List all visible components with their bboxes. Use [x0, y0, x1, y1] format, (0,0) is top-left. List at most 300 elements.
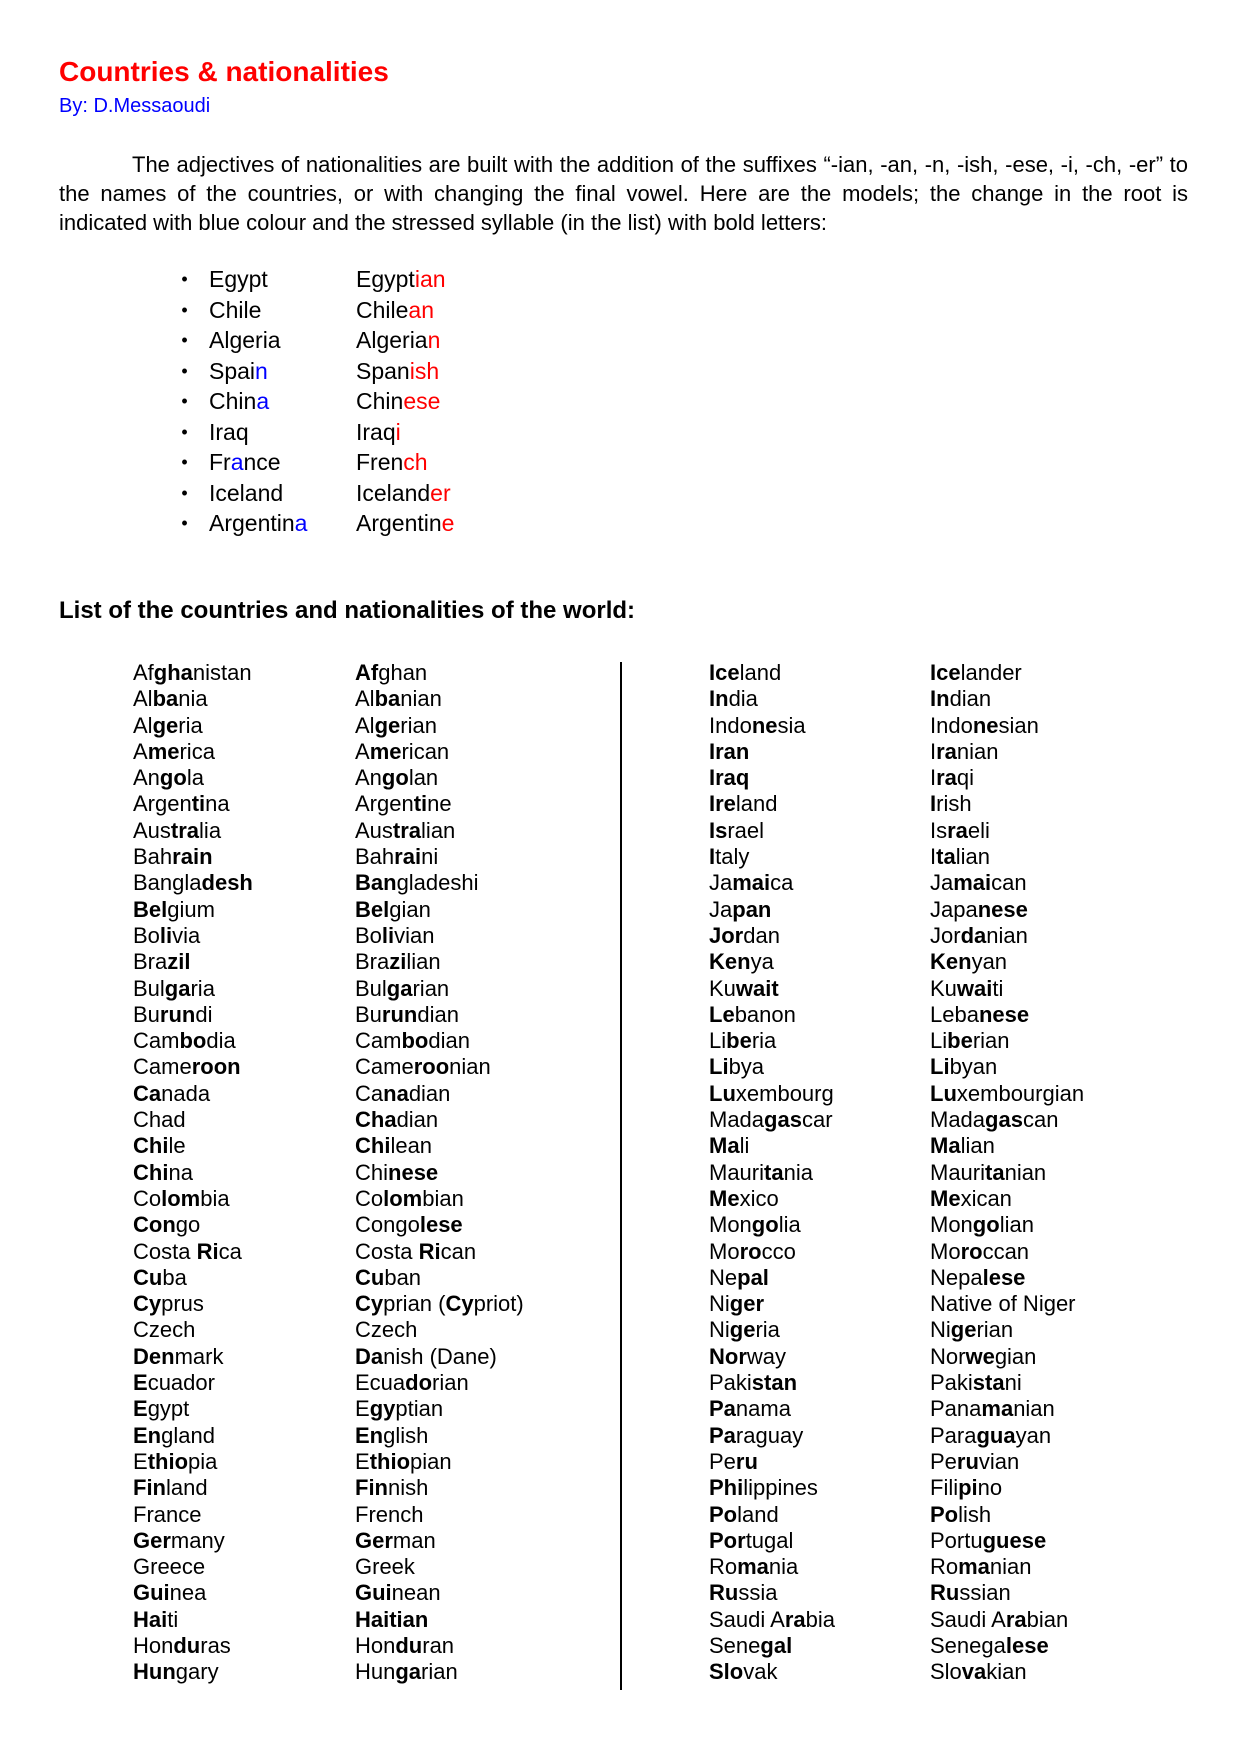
nationality-entry [355, 1344, 524, 1370]
text-part: Czech [133, 1317, 196, 1343]
nationality-entry [930, 1502, 1084, 1528]
suffix: ese [403, 388, 441, 414]
text-part: dian [428, 1028, 470, 1054]
text-part: Mauri [709, 1159, 765, 1185]
text-part: Al [355, 712, 375, 738]
nationality-entry [930, 1554, 1084, 1580]
nationality-entry [930, 1607, 1084, 1633]
stressed-syllable: Af [355, 660, 379, 685]
text-part: nian [1013, 1396, 1055, 1422]
nationality-entry [355, 1160, 524, 1186]
text-part: Ja [930, 870, 954, 896]
stressed-syllable: zil [167, 949, 191, 975]
stressed-syllable: En [133, 1422, 162, 1448]
model-country [209, 295, 356, 326]
stressed-syllable: Chi [133, 1133, 169, 1159]
text-part: Bo [355, 922, 382, 948]
text-part: An [355, 765, 382, 791]
stressed-syllable: gal [760, 1632, 793, 1658]
text-part: Ku [930, 975, 957, 1001]
text-part: Aus [355, 817, 393, 843]
country-entry [133, 870, 253, 896]
nationality-entry [930, 1028, 1084, 1054]
text-part: Ecua [355, 1370, 406, 1396]
country-entry [133, 1265, 253, 1291]
text-part: nama [735, 1396, 791, 1422]
nationality-entry [355, 923, 524, 949]
country-entry [133, 1370, 253, 1396]
text-part: na [205, 791, 230, 817]
text-part: Bah [355, 844, 395, 870]
nationality-entry [355, 765, 524, 791]
stressed-syllable: go [381, 765, 409, 791]
nationality-entry [355, 949, 524, 975]
nationality-entry [930, 870, 1084, 896]
nationality-entry [355, 1580, 524, 1606]
nationality-entry [930, 1396, 1084, 1422]
text-part: I [930, 738, 937, 764]
text-part: gian [994, 1343, 1037, 1369]
stressed-syllable: Pa [709, 1396, 736, 1422]
country-entry [133, 739, 253, 765]
text-part: Spai [209, 357, 256, 384]
country-entry [709, 1212, 835, 1238]
text-part: bia [805, 1606, 835, 1632]
nationality-entry [930, 1317, 1084, 1343]
country-entry [709, 1554, 835, 1580]
text-part: I [930, 844, 937, 870]
bullet-dot: • [181, 421, 188, 442]
text-part: I [930, 765, 937, 791]
model-nationality [356, 449, 428, 475]
text-part: cuador [147, 1370, 215, 1396]
text-part: vian [394, 922, 435, 948]
model-nationality [356, 358, 439, 384]
nationality-entry [930, 1107, 1084, 1133]
text-part: bya [728, 1054, 765, 1080]
country-entry [709, 870, 835, 896]
text-part: Indo [709, 712, 752, 738]
text-part: Ro [709, 1554, 738, 1580]
stressed-syllable: Ri [418, 1238, 441, 1264]
text-part: lander [960, 660, 1022, 685]
country-entry [709, 1317, 835, 1343]
stressed-syllable: Hai [133, 1606, 168, 1632]
country-entry [133, 844, 253, 870]
stressed-syllable: ga [164, 975, 191, 1001]
bullet-dot: • [181, 299, 188, 320]
text-part: sia [777, 712, 806, 738]
text-part: Af [133, 660, 154, 685]
nationality-entry [930, 1659, 1084, 1685]
text-part: Hon [133, 1632, 174, 1658]
country-entry [709, 1186, 835, 1212]
nationality-entry [355, 1475, 524, 1501]
country-entry [133, 1002, 253, 1028]
suffix: er [430, 479, 451, 506]
stressed-syllable: na [383, 1080, 409, 1106]
stressed-syllable: run [381, 1001, 418, 1027]
country-entry [133, 897, 253, 923]
country-entry [709, 1028, 835, 1054]
text-part: Egypt [356, 266, 415, 292]
text-part: Al [133, 686, 153, 712]
stressed-syllable: ger [729, 1291, 765, 1317]
text-part: lia [199, 817, 222, 843]
country-entry [709, 1528, 835, 1554]
text-part: ca [770, 870, 794, 896]
stressed-syllable: guese [982, 1527, 1047, 1553]
country-entry [133, 660, 253, 686]
bullet-dot: • [181, 360, 188, 381]
stressed-syllable: lom [383, 1185, 423, 1211]
text-part: rican [401, 738, 450, 764]
country-entry [133, 923, 253, 949]
nationality-entry [930, 897, 1084, 923]
text-part: Ne [709, 1264, 738, 1290]
text-part: dian [396, 1107, 439, 1133]
text-part: vak [743, 1659, 778, 1685]
text-part: car [801, 1107, 833, 1133]
country-entry [709, 1580, 835, 1606]
text-part: Fren [356, 449, 404, 475]
stressed-syllable: do [405, 1370, 433, 1396]
stressed-syllable: ra [936, 738, 957, 764]
nationality-entry [355, 844, 524, 870]
text-part: ya [750, 949, 774, 975]
suffix: i [395, 418, 401, 445]
country-entry [709, 1344, 835, 1370]
text-part: dia [728, 686, 758, 712]
stressed-syllable: pi [958, 1475, 978, 1501]
country-entry [709, 1133, 835, 1159]
stressed-syllable: gas [764, 1107, 802, 1133]
nationality-entry [355, 1186, 524, 1212]
text-part: Portu [930, 1527, 983, 1553]
country-entry [133, 1580, 253, 1606]
model-country [209, 417, 356, 448]
stressed-syllable: ro [739, 1238, 762, 1264]
nationality-entry [355, 1107, 524, 1133]
country-entry [709, 818, 835, 844]
country-entry [133, 1186, 253, 1212]
model-item [160, 478, 454, 509]
text-part: Greece [133, 1554, 206, 1580]
text-part: land [739, 660, 782, 685]
model-nationality [356, 480, 451, 506]
nationality-entry [930, 976, 1084, 1002]
stressed-syllable: Cu [355, 1264, 385, 1290]
country-entry [133, 1344, 253, 1370]
stressed-syllable: Nor [709, 1343, 747, 1369]
stressed-syllable: Lu [930, 1080, 957, 1106]
text-part: man [392, 1527, 436, 1553]
text-part: Iceland [209, 479, 284, 506]
nationality-entry [930, 818, 1084, 844]
nationality-entry [930, 1344, 1084, 1370]
country-entry [133, 1107, 253, 1133]
nationality-entry [355, 1502, 524, 1528]
text-part: yan [1015, 1422, 1052, 1448]
nationality-entry [355, 870, 524, 896]
text-part: Iraq [209, 418, 249, 445]
text-part: ccan [982, 1238, 1030, 1264]
stressed-syllable: ge [374, 712, 401, 738]
text-part: nish (Dane) [383, 1343, 497, 1369]
nationality-entry [355, 1607, 524, 1633]
stressed-syllable: Ban [355, 870, 397, 896]
stressed-syllable: E [133, 1370, 148, 1396]
stressed-syllable: tra [392, 817, 422, 843]
text-part: Aus [133, 817, 171, 843]
stressed-syllable: gy [369, 1396, 396, 1422]
model-country [209, 386, 356, 417]
text-part: dia [206, 1028, 236, 1054]
stressed-syllable: Slo [709, 1659, 744, 1685]
text-part: Came [355, 1054, 414, 1080]
nationality-entry [355, 713, 524, 739]
root-change: a [294, 510, 308, 536]
text-part: xembourgian [956, 1080, 1085, 1106]
nationality-entry [930, 1133, 1084, 1159]
bullet-dot: • [181, 391, 188, 411]
model-country [209, 447, 356, 478]
text-part: qi [956, 765, 975, 791]
text-part: nistan [192, 660, 252, 685]
text-part: Bah [133, 844, 173, 870]
bullet-dot: • [181, 269, 188, 289]
country-entry [709, 1002, 835, 1028]
nationality-entry [355, 1370, 524, 1396]
stressed-syllable: Ken [709, 949, 751, 975]
stressed-syllable: Is [709, 817, 728, 843]
bullet-dot: • [181, 330, 188, 350]
text-part: Ni [709, 1317, 730, 1343]
stressed-syllable: Den [133, 1343, 175, 1369]
stressed-syllable: Ken [930, 949, 972, 975]
country-entry [709, 897, 835, 923]
text-part: nea [169, 1580, 207, 1606]
text-part: gary [175, 1659, 219, 1685]
text-part: Indo [930, 712, 973, 738]
country-entry [133, 713, 253, 739]
model-examples-list [160, 264, 454, 539]
stressed-syllable: Po [930, 1501, 959, 1527]
country-entry [709, 1107, 835, 1133]
stressed-syllable: Cu [133, 1264, 163, 1290]
text-part: la [186, 765, 204, 791]
stressed-syllable: Bel [355, 896, 390, 922]
nationality-entry [355, 1212, 524, 1238]
text-part: Leba [930, 1001, 979, 1027]
text-part: vian [978, 1448, 1020, 1474]
text-part: rish [936, 791, 972, 817]
text-part: glish [383, 1422, 429, 1448]
country-entry [133, 1133, 253, 1159]
stressed-syllable: me [369, 738, 402, 764]
text-part: sian [998, 712, 1039, 738]
text-part: lian [955, 844, 990, 870]
stressed-syllable: li [159, 922, 173, 948]
model-nationality [356, 510, 454, 536]
stressed-syllable: Con [133, 1212, 176, 1238]
text-part: nish [388, 1475, 429, 1501]
text-part: Jor [930, 922, 961, 948]
text-part: via [172, 922, 201, 948]
text-part: dian [417, 1001, 459, 1027]
text-part: go [175, 1212, 201, 1238]
country-entry [709, 1265, 835, 1291]
stressed-syllable: rai [394, 844, 422, 870]
text-part: Chin [356, 388, 404, 414]
text-part: ria [755, 1317, 780, 1343]
text-part: tugal [745, 1527, 794, 1553]
stressed-syllable: me [147, 738, 180, 764]
nationality-entry [355, 1449, 524, 1475]
text-part: lia [778, 1212, 801, 1238]
stressed-syllable: ra [947, 817, 968, 843]
nationality-entry [930, 1580, 1084, 1606]
nationality-entry [930, 923, 1084, 949]
text-part: priot) [473, 1291, 524, 1317]
stressed-syllable: ru [735, 1448, 758, 1474]
stressed-syllable: pal [737, 1264, 769, 1290]
stressed-syllable: Pa [709, 1422, 736, 1448]
text-part: Bu [355, 1001, 382, 1027]
stressed-syllable: Ice [930, 660, 961, 685]
text-part: Cam [355, 1028, 402, 1054]
stressed-syllable: nese [978, 1001, 1030, 1027]
text-part: Argentin [209, 510, 295, 536]
text-part: Japa [930, 896, 978, 922]
nationality-entry [930, 1186, 1084, 1212]
suffix: e [441, 510, 455, 536]
country-entry [709, 844, 835, 870]
nationality-entry [930, 1423, 1084, 1449]
text-part: Co [355, 1185, 384, 1211]
nationality-entry [930, 1291, 1084, 1317]
country-entry [133, 1449, 253, 1475]
stressed-syllable: wai [956, 975, 993, 1001]
model-item [160, 264, 454, 295]
stressed-syllable: I [709, 844, 716, 870]
text-part: Co [133, 1185, 162, 1211]
model-nationality [356, 419, 401, 445]
text-part: nian [989, 1554, 1032, 1580]
nationality-entry [355, 1317, 524, 1343]
text-part: way [746, 1343, 787, 1369]
stressed-syllable: ta [985, 1159, 1005, 1185]
text-part: lean [390, 1133, 433, 1159]
stressed-syllable: Cha [355, 1107, 397, 1133]
country-entry [133, 1239, 253, 1265]
nationality-entry [930, 1633, 1084, 1659]
country-entry [133, 1502, 253, 1528]
text-part: ssian [959, 1580, 1011, 1606]
nationality-entry [355, 1554, 524, 1580]
text-part: Chi [355, 1159, 389, 1185]
stressed-syllable: go [159, 765, 187, 791]
text-part: Bangla [133, 870, 202, 896]
stressed-syllable: ti [413, 791, 428, 817]
text-part: Paki [709, 1370, 752, 1396]
text-part: Chile [209, 296, 262, 323]
intro-text: The adjectives of nationalities are built with the addition of the suffixes “-ian, -an, -n, -ish, -ese, -i, -ch, -er” to the names of the countries, or with changing the final vowel. Here are the models; the change in the root is indicated with blue colour and the stressed syllable (in the list) with bold letters: [59, 152, 1188, 235]
text-part: ni [1004, 1370, 1022, 1396]
text-part: Mada [709, 1107, 765, 1133]
text-part: nada [161, 1080, 211, 1106]
country-entry [709, 1081, 835, 1107]
text-part: Greek [355, 1554, 415, 1580]
nationality-entry [355, 976, 524, 1002]
text-part: land [737, 1501, 779, 1527]
model-nationality [356, 327, 440, 353]
stressed-syllable: rain [172, 844, 213, 870]
stressed-syllable: da [960, 922, 987, 948]
nationality-entry [930, 1370, 1084, 1396]
text-part: Chin [209, 388, 257, 414]
text-part: le [168, 1133, 186, 1159]
text-part: Came [133, 1054, 192, 1080]
country-entry [133, 686, 253, 712]
stressed-syllable: du [395, 1632, 423, 1658]
country-entry [709, 739, 835, 765]
country-entry [709, 791, 835, 817]
text-part: rian [400, 712, 437, 738]
stressed-syllable: gua [976, 1422, 1016, 1448]
nationality-entry [930, 844, 1084, 870]
stressed-syllable: Phi [709, 1475, 744, 1501]
text-part: can [440, 1238, 477, 1264]
stressed-syllable: In [930, 686, 950, 712]
stressed-syllable: ga [386, 975, 413, 1001]
country-entry [709, 1659, 835, 1685]
text-part: Saudi A [709, 1606, 785, 1632]
model-nationality [356, 297, 434, 323]
nationality-entry [355, 739, 524, 765]
text-part: cco [761, 1238, 796, 1264]
nationality-entry [355, 791, 524, 817]
stressed-syllable: Iran [709, 738, 750, 764]
text-part: eli [967, 817, 990, 843]
text-part: Fr [209, 449, 231, 475]
country-entry [709, 1291, 835, 1317]
stressed-syllable: mai [953, 870, 992, 896]
text-part: na [168, 1159, 193, 1185]
text-part: ssia [738, 1580, 778, 1606]
text-part: Mada [930, 1107, 986, 1133]
stressed-syllable: go [972, 1212, 1000, 1238]
text-part: nia [178, 686, 208, 712]
stressed-syllable: Po [709, 1501, 738, 1527]
nationality-entry [355, 1028, 524, 1054]
nationality-entry [355, 1423, 524, 1449]
right-countries-column [709, 660, 835, 1686]
stressed-syllable: I [930, 791, 937, 817]
root-change: a [230, 449, 244, 475]
text-part: no [977, 1475, 1003, 1501]
text-part: Argen [133, 791, 192, 817]
stressed-syllable: Fin [133, 1475, 166, 1501]
stressed-syllable: Haitian [355, 1606, 429, 1632]
country-entry [133, 1633, 253, 1659]
country-entry [709, 923, 835, 949]
text-part: taly [715, 844, 750, 870]
text-part: Cam [133, 1028, 180, 1054]
stressed-syllable: nese [388, 1159, 439, 1185]
text-part: nean [391, 1580, 441, 1606]
text-part: ni [421, 844, 439, 870]
